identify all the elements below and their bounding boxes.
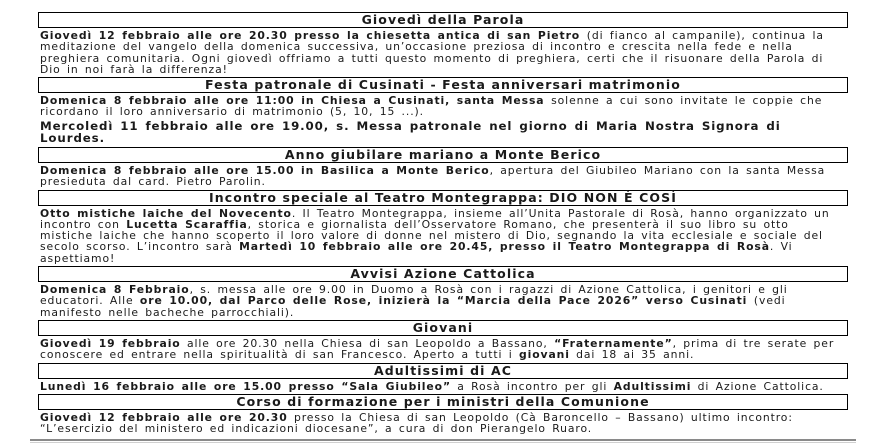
section-body xyxy=(38,93,848,145)
text-run: , s. messa alle ore 9.00 in Duomo a Rosà con i ragazzi di Azione Cattolica, i genitori e gli educatori. Alle xyxy=(40,283,788,308)
section-avvisi-azione-cattolica xyxy=(38,266,848,318)
bold-text-run: Giovedì 19 febbraio xyxy=(40,336,181,350)
section-body xyxy=(38,379,848,392)
bold-text-run: Otto mistiche laiche del Novecento xyxy=(40,206,292,220)
paragraph xyxy=(40,30,846,75)
bold-text-run: Lunedì 16 febbraio alle ore 15.00 presso “Sala Giubileo” xyxy=(40,379,451,393)
text-run: . Vi aspettiamo! xyxy=(40,240,793,265)
bold-text-run: Domenica 8 febbraio alle ore 11:00 in Chiesa a Cusinati, santa Messa xyxy=(40,94,552,108)
section-corso-ministri-comunione xyxy=(38,394,848,435)
bold-text-run: giovani xyxy=(518,348,570,362)
text-run: a Rosà incontro per gli xyxy=(450,379,614,393)
bold-text-run: Martedì 10 febbraio alle ore 20.45, presso il Teatro Montegrappa di Rosà xyxy=(239,240,770,254)
section-title: Corso di formazione per i ministri della Comunione xyxy=(38,394,848,410)
bold-text-run: Domenica 8 febbraio alle ore 15.00 in Basilica a Monte Berico xyxy=(40,163,490,177)
section-title: Festa patronale di Cusinati - Festa anniversari matrimonio xyxy=(38,77,848,93)
paragraph xyxy=(40,120,846,145)
paragraph xyxy=(40,208,846,264)
section-title: Anno giubilare mariano a Monte Berico xyxy=(38,147,848,163)
text-run: alle ore 20.30 nella Chiesa di san Leopoldo a Bassano, xyxy=(180,336,555,350)
text-run: presso la Chiesa di san Leopoldo (Cà Baroncello – Bassano) ultimo incontro: “L’esercizio del ministero ed indicazioni diocesane”, a cura di don Pierangelo Ruaro. xyxy=(40,410,793,436)
section-incontro-teatro-montegrappa xyxy=(38,190,848,264)
section-title: Incontro speciale al Teatro Montegrappa: DIO NON È COSÌ xyxy=(38,190,848,206)
bold-text-run: Domenica 8 Febbraio xyxy=(40,283,190,297)
text-run: di Azione Cattolica. xyxy=(691,379,824,393)
text-run: , storica e giornalista dell’Osservatore Romano, che presenterà il suo libro su otto mistiche laiche che hanno scoperto il loro valore di donne nel mistero di Dio, segnando la vita ecclesiale e sociale del secolo scorso. L’incontro sarà xyxy=(40,217,823,254)
section-festa-patronale-cusinati xyxy=(38,77,848,145)
text-run: . Il Teatro Montegrappa, insieme all’Unita Pastorale di Rosà, hanno organizzato un incontro con xyxy=(40,206,830,231)
section-body xyxy=(38,206,848,264)
text-run: solenne a cui sono invitate le coppie che ricordano il loro anniversario di matrimonio (5, 10, 15 ...). xyxy=(40,94,823,119)
section-title: Avvisi Azione Cattolica xyxy=(38,266,848,282)
section-body xyxy=(38,282,848,318)
bold-text-run: “Fraternamente” xyxy=(554,336,673,350)
section-body xyxy=(38,163,848,188)
section-body xyxy=(38,410,848,435)
paragraph xyxy=(40,338,846,361)
bold-text-run: Lucetta Scaraffia xyxy=(126,217,248,231)
paragraph xyxy=(40,165,846,188)
footer-divider-rule xyxy=(30,439,856,443)
bold-text-run: Adultissimi xyxy=(613,379,692,393)
section-giovedi-della-parola xyxy=(38,12,848,75)
text-run: (vedi manifesto nelle bacheche parrocchiali). xyxy=(40,294,786,319)
bold-text-run: Giovedì 12 febbraio alle ore 20.30 xyxy=(40,410,288,424)
bold-text-run: ore 10.00, dal Parco delle Rose, inizierà la “Marcia della Pace 2026” verso Cusinati xyxy=(139,294,754,308)
text-run: (di fianco al campanile), continua la meditazione del vangelo della domenica successiva, un’occasione preziosa di incontro e crescita nella fede e nella preghiera comunitaria. Ogni giovedì offriamo a tutti questo momento di preghiera, certi che il risuonare della Parola di Dio in noi farà la differenza! xyxy=(40,29,824,76)
section-giovani xyxy=(38,320,848,361)
section-title: Giovedì della Parola xyxy=(38,12,848,28)
paragraph xyxy=(40,381,846,392)
text-run: , prima di tre serate per conoscere ed entrare nella spiritualità di san Francesco. Aperto a tutti i xyxy=(40,336,835,362)
bold-text-run: Giovedì 12 febbraio alle ore 20.30 presso la chiesetta antica di san Pietro xyxy=(40,29,587,42)
text-run: , apertura del Giubileo Mariano con la santa Messa presieduta dal card. Pietro Parolin. xyxy=(40,163,826,189)
section-body xyxy=(38,336,848,361)
section-title: Adultissimi di AC xyxy=(38,363,848,379)
paragraph xyxy=(40,284,846,318)
text-run: dai 18 ai 35 anni. xyxy=(569,348,695,362)
bold-text-run: Mercoledì 11 febbraio alle ore 19.00, s. Messa patronale nel giorno di Maria Nostra Signora di Lourdes. xyxy=(40,118,781,146)
paragraph xyxy=(40,95,846,118)
section-title: Giovani xyxy=(38,320,848,336)
section-body xyxy=(38,28,848,75)
section-anno-giubilare-mariano xyxy=(38,147,848,188)
section-adultissimi-ac xyxy=(38,363,848,392)
paragraph xyxy=(40,412,846,435)
